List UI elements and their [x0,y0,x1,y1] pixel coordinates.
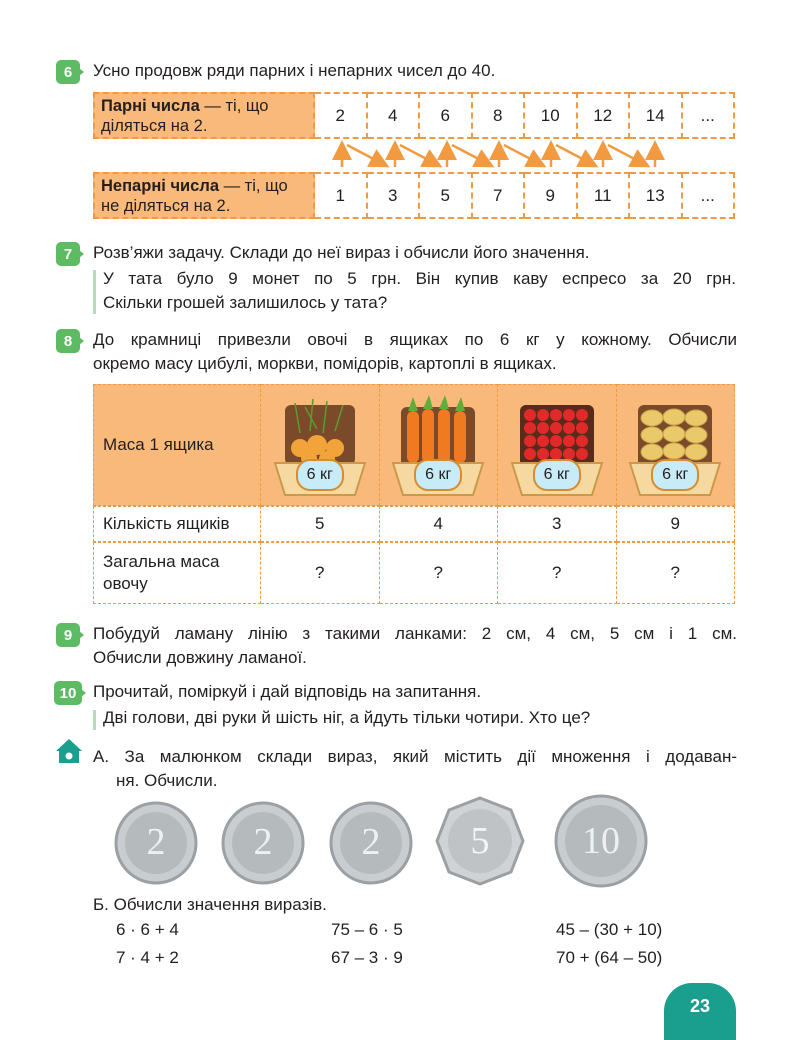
page-number: 23 [664,983,736,1040]
even-numbers-row [93,92,735,139]
coin-2-hryvnia [328,800,414,891]
expression: 67 – 3 · 9 [331,948,403,967]
count-cell: 9 [617,506,736,542]
home-icon [55,738,83,764]
crate-mass-label: 6 кг [533,459,581,491]
task-6-text: Усно продовж ряди парних і непарних чисел до 40. [93,61,496,80]
odd-cell: ... [683,172,736,219]
total-cell: ? [617,542,736,604]
potato-crate [617,384,736,506]
even-cell: ... [683,92,736,139]
odd-cell: 13 [630,172,683,219]
home-b-title: Б. Обчисли значення виразів. [93,895,327,914]
carrot-crate [380,384,499,506]
even-cell: 6 [420,92,473,139]
quote-bar [93,270,96,314]
task-10-badge: 10 [54,681,82,705]
even-cell: 14 [630,92,683,139]
coin-value: 2 [253,821,273,863]
task-7-text: Розв’яжи задачу. Склади до неї вираз і обчисли його значення. [93,243,590,262]
even-cell: 4 [368,92,421,139]
odd-cell: 5 [420,172,473,219]
odd-numbers-row [93,172,735,219]
home-a-line-2: ня. Обчисли. [116,771,218,790]
task-7-problem-line-1: У тата було 9 монет по 5 грн. Він купив каву еспресо за 20 грн. [103,269,736,288]
even-cell: 2 [315,92,368,139]
task-9-line-2: Обчисли довжину ламаної. [93,648,307,667]
coin-10-hryvnia [553,793,649,894]
even-cell: 8 [473,92,526,139]
coin-value: 5 [470,820,490,862]
task-7-problem-line-2: Скільки грошей залишилось у тата? [103,293,388,312]
task-9-badge: 9 [56,623,80,647]
odd-cell: 7 [473,172,526,219]
task-9-line-1: Побудуй ламану лінію з такими ланками: 2 см, 4 см, 5 см і 1 см. [93,624,737,643]
crate-mass-label: 6 кг [296,459,344,491]
expression: 6 · 6 + 4 [116,920,179,939]
home-a-line-1: А. За малюнком склади вираз, який містить дії множення і додаван- [93,747,737,766]
zigzag-arrows [315,140,735,170]
odd-cell: 1 [315,172,368,219]
total-row [93,542,735,604]
count-cell: 3 [498,506,617,542]
coin-2-hryvnia [220,800,306,891]
coin-value: 10 [582,820,620,862]
total-cell: ? [380,542,499,604]
total-cell: ? [498,542,617,604]
even-cell: 10 [525,92,578,139]
count-cell: 5 [261,506,380,542]
count-row [93,506,735,542]
task-8-line-1: До крамниці привезли овочі в ящиках по 6 кг у кожному. Обчисли [93,330,737,349]
total-label: Загальна маса овочу [93,542,261,604]
coin-value: 2 [361,821,381,863]
coin-value: 2 [146,821,166,863]
task-8-badge: 8 [56,329,80,353]
even-label: Парні числа — ті, що діляться на 2. [93,92,315,139]
vegetables-table [93,384,735,604]
count-cell: 4 [380,506,499,542]
task-8-line-2: окремо масу цибулі, моркви, помідорів, картоплі в ящиках. [93,354,557,373]
odd-cell: 11 [578,172,631,219]
crate-mass-label: 6 кг [414,459,462,491]
coin-2-hryvnia [113,800,199,891]
mass-label: Маса 1 ящика [93,384,261,506]
expression: 7 · 4 + 2 [116,948,179,967]
task-7-badge: 7 [56,242,80,266]
task-6-badge: 6 [56,60,80,84]
crate-mass-label: 6 кг [651,459,699,491]
mass-row [93,384,735,506]
task-10-text: Прочитай, поміркуй і дай відповідь на запитання. [93,682,482,701]
tomato-crate [498,384,617,506]
expression: 45 – (30 + 10) [556,920,663,939]
odd-cell: 3 [368,172,421,219]
onion-crate [261,384,380,506]
quote-bar [93,710,96,730]
expression: 75 – 6 · 5 [331,920,403,939]
expression: 70 + (64 – 50) [556,948,663,967]
even-cell: 12 [578,92,631,139]
odd-cell: 9 [525,172,578,219]
total-cell: ? [261,542,380,604]
odd-label: Непарні числа — ті, що не діляться на 2. [93,172,315,219]
task-10-riddle: Дві голови, дві руки й шість ніг, а йдуть тільки чотири. Хто це? [103,708,591,727]
coin-5-hryvnia [435,796,525,891]
count-label: Кількість ящиків [93,506,261,542]
